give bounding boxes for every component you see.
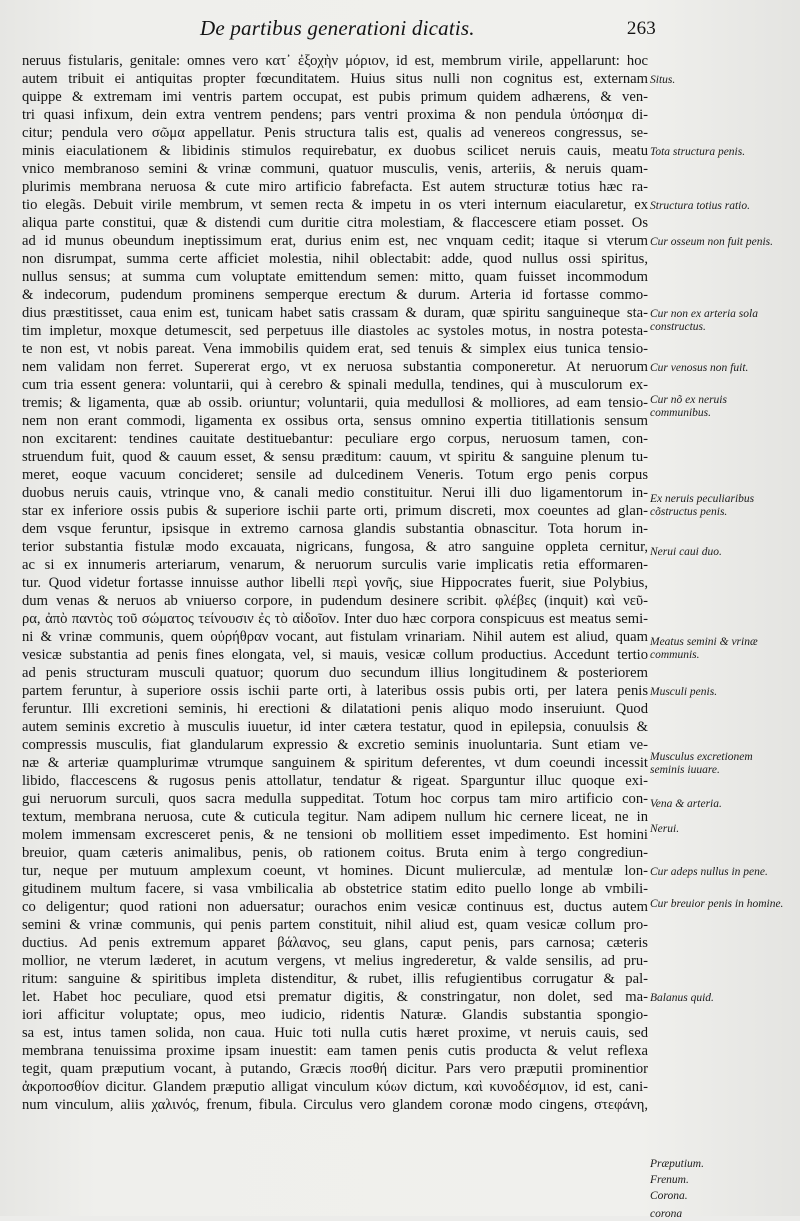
text-line: let. Habet hoc peculiare, quod etsi prematur digitis, & constringatur, non dolet, sed ma-: [22, 989, 648, 1005]
text-line: compressis musculis, fiat glandularum expressio & excretio seminis inuoluntaria. Sunt etiam ve-: [22, 737, 648, 753]
margin-note: Cur osseum non fuit penis.: [650, 236, 773, 248]
text-line: num vinculum, aliis χαλινός, frenum, fibula. Circulus vero glandem coronæ modo cingens, στεφάνη,: [22, 1097, 648, 1113]
text-line: tri quasi infixum, dein extra ventrem pendens; pars ventri proxima & non pendula ὑπόσημα di-: [22, 107, 648, 123]
text-line: ἀκροποσθίον dicitur. Glandem præputio alligat vinculum κύων dictum, καὶ κυνοδέσμιον, id est, cani-: [22, 1079, 648, 1095]
text-line: vesicæ substantia ad penis fines elongata, vel, si mauis, vesicæ collum productius. Accedunt tertio: [22, 647, 648, 663]
margin-note: Tota structura penis.: [650, 146, 746, 158]
margin-note: Corona.: [650, 1190, 688, 1202]
text-line: sa est, intus tamen solida, non caua. Huic toti nulla cutis hæret proxime, vt neruis cauis, sed: [22, 1025, 648, 1041]
text-line: non excitarent: tendines cauitate destituebantur: peculiare ergo corpus, neruosum tamen, con-: [22, 431, 648, 447]
margin-note: Meatus semini & vrinæ communis.: [650, 635, 758, 661]
text-line: molem immensam excresceret penis, & ne tensioni ob mollitiem esset impedimento. Est homini: [22, 827, 648, 843]
text-line: gui neruorum surculi, quos sacra medulla suppeditat. Totum hoc corpus tam miro artificio con-: [22, 791, 648, 807]
margin-note: corona: [650, 1208, 683, 1220]
margin-note: Musculus excretionem seminis iuuare.: [650, 750, 753, 776]
margin-note: Musculi penis.: [650, 686, 718, 698]
text-line: næ & arteriæ quamplurimæ vtrumque sanguinem & spiritum deferentes, vt dum coeundi incessit: [22, 755, 648, 771]
text-line: ρα, ἀπὸ παντὸς τοῦ σώματος τείνουσιν ἐς τὸ αἰδοῖον. Inter duo hæc corpora conspicuus est meatus semi-: [22, 611, 648, 627]
text-line: duobus neruis cauis, vtrinque vno, & canali medio constituitur. Nerui illi duo ligamentorum in-: [22, 485, 648, 501]
text-line: ac si ex innumeris arteriarum, venarum, & neruorum surculis varie implicatis retia efformaren-: [22, 557, 648, 573]
text-line: partem feruntur, à superiore ossis ischii parte orti, à lateribus ossis pubis orti, per latera penis: [22, 683, 648, 699]
margin-note: Nerui caui duo.: [650, 545, 722, 558]
main-text-column: [22, 52, 648, 1114]
text-line: plurimis membrana neruosa & cute miro artificio fabrefacta. Est autem structuræ totius hæc ra-: [22, 179, 648, 195]
margin-note: Balanus quid.: [650, 992, 714, 1004]
text-line: nullus sensus; at summa cum voluptate emittendum semen: mitto, quam fuisset incommodum: [22, 269, 648, 285]
text-line: dum venas & neruos ab vniuerso corpore, in pudendum desinere scribit. φλέβες (inquit) καὶ νεῦ-: [22, 593, 648, 609]
margin-note: Situs.: [650, 74, 676, 86]
margin-note: Structura totius ratio.: [650, 200, 750, 212]
text-line: dius præstitisset, caua enim est, tunicam habet satis crassam & duram, quæ spiritu sanguineque sta-: [22, 305, 648, 321]
running-header: [200, 16, 660, 46]
text-line: breuior, quam cæteris animalibus, penis, ob rationem coitus. Bruta enim à tergo congrediun-: [22, 845, 648, 861]
text-line: minis eiaculationem & libidinis stimulos requirebatur, ex duobus scilicet neruis cauis, meatu: [22, 143, 648, 159]
text-line: gitudinem multum facere, si vasa vmbilicalia ab obstetrice statim edito puello longe ab vmbili-: [22, 881, 648, 897]
text-line: semini & vrinæ communis, qui penis partem constituit, nihil aliud est, quam vesicæ collum pro-: [22, 917, 648, 933]
text-line: ni & vrinæ communis, quem οὐρήθραν vocant, aut fistulam vrinariam. Nihil autem est aliud, quam: [22, 629, 648, 645]
text-line: tegit, quam præputium vocant, à putando, Græcis ποσθή dicitur. Pars vero præputii prominentior: [22, 1061, 648, 1077]
margin-note: Nerui.: [650, 822, 680, 835]
text-line: ductius. Ad penis extremum apparet βάλανος, seu glans, caput penis, pars carnosa; cæteris: [22, 935, 648, 951]
text-line: iori afficitur voluptate; opus, meo iudicio, ridentis Naturæ. Glandis substantia spongio-: [22, 1007, 648, 1023]
text-line: & indecorum, pudendum prominens semperque erectum & durum. Arteria id fortasse commo-: [22, 287, 648, 303]
text-line: vnico membranoso semini & vrinæ communi, quatuor musculis, venis, arteriis, & neruis quam-: [22, 161, 648, 177]
text-line: aliqua parte constitui, quæ & distendi cum duritie citra molestiam, & flaccescere etiam posset. Os: [22, 215, 648, 231]
margin-note: Vena & arteria.: [650, 797, 722, 810]
text-line: citur; pendula vero σῶμα appellatur. Penis structura talis est, qualis ad venereos congressus, se-: [22, 125, 648, 141]
text-line: neruus fistularis, genitale: omnes vero κατ᾽ ἐξοχὴν μόριον, id est, membrum virile, appellarunt: hoc: [22, 53, 648, 69]
text-line: autem tribuit ei antiquitas propter fœcunditatem. Huius situs nulli non cognitus est, externam: [22, 71, 648, 87]
text-line: non disrumpat, summa certe afficiet molestia, nihil oblectabit: adde, quod nullus ossi spiritus,: [22, 251, 648, 267]
text-line: dem vsque feruntur, ipsisque in extremo carnosa glandis substantia obnascitur. Tota horum in-: [22, 521, 648, 537]
text-line: tremis; & ligamenta, quæ ab ossib. oriuntur; voluntarii, quia medullosi & molliores, ad eam tensio-: [22, 395, 648, 411]
text-line: te non est, vt nobis pareat. Vena immobilis quidem erat, sed tenuis & simplex eius tunica tensio-: [22, 341, 648, 357]
margin-note: Cur nõ ex neruis communibus.: [650, 394, 727, 420]
text-line: autem seminis excretio à musculis iuuetur, id inter cætera testatur, quod in epilepsia, conuulsis &: [22, 719, 648, 735]
text-line: quippe & extremam imi ventris partem occupat, est pubis primum quidem adhærens, & ven-: [22, 89, 648, 105]
margin-note: Cur breuior penis in homine.: [650, 898, 784, 911]
text-line: libido, flaccescens & rugosus penis attollatur, tendatur & rigeat. Sparguntur illuc quoque exi-: [22, 773, 648, 789]
text-line: ritum: sanguine & spiritibus impleta distenditur, & rubet, illis refugientibus corrugatur & pal-: [22, 971, 648, 987]
margin-note: Cur adeps nullus in pene.: [650, 866, 768, 878]
text-line: tur, neque per mutuum amplexum coeunt, vt homines. Dicunt mulierculæ, ad mentulæ lon-: [22, 863, 648, 879]
text-line: struendum fuit, quod & cauum esset, & sensu præditum: cauum, vt spiritu & sanguine plenum tu-: [22, 449, 648, 465]
text-line: cum tria essent genera: voluntarii, qui à cerebro & spinali medulla, tendines, qui à musculorum ex-: [22, 377, 648, 393]
text-line: tim impletur, moxque detumescit, sed perpetuus ille diastoles ac systoles motus, in nostra potesta-: [22, 323, 648, 339]
margin-note: Cur venosus non fuit.: [650, 362, 749, 374]
text-line: textum, membrana neruosa, cute & cuticula tegitur. Nam adipem nullum hic cernere liceat, ne in: [22, 809, 648, 825]
text-line: star ex inferiore ossis pubis & superiore ischii parte orti, primum discreti, mox coeuntes ad glan-: [22, 503, 648, 519]
text-line: meret, eoque vacuum concideret; sensile ad dulcedinem Veneris. Totum ergo penis corpus: [22, 467, 648, 483]
running-title: De partibus generationi dicatis.: [200, 16, 475, 40]
margin-note: Frenum.: [650, 1173, 689, 1186]
page-number: 263: [626, 18, 656, 39]
text-line: co deligentur; quod rationi non aduersatur; ourachos enim vesicæ continuus est, ductus autem: [22, 899, 648, 915]
text-line: feruntur. Illi excretioni seminis, hi erectioni & dilatationi penis aliquo modo inseruiunt. Quod: [22, 701, 648, 717]
margin-note: Præputium.: [650, 1157, 704, 1170]
text-line: tio elegãs. Debuit virile membrum, vt semen recta & impetu in os vteri internum eiacularetur, ex: [22, 197, 648, 213]
text-line: ad penis structuram musculi quatuor; quorum duo secundum illius longitudinem & posteriorem: [22, 665, 648, 681]
text-line: membrana tenuissima proxime ipsam inuestit: eam tamen penis cutis producta & velut reflexa: [22, 1043, 648, 1059]
margin-note: Ex neruis peculiaribus cõstructus penis.: [650, 493, 755, 519]
text-line: nem non erant commodi, ligamenta ex ossibus orta, sensus omnino expertia titillationis sensum: [22, 413, 648, 429]
text-line: mollior, ne vterum læderet, in acutum vergens, vt melius ingrederetur, & valde sensilis, ad pru-: [22, 953, 648, 969]
margin-note: Cur non ex arteria sola constructus.: [650, 308, 758, 333]
text-line: ad id munus obeundum ineptissimum erat, durius enim est, nec vnquam cedit; itaque si vterum: [22, 233, 648, 249]
text-line: tur. Quod videtur fortasse innuisse author libelli περὶ γονῆς, siue Hippocrates fuerit, siue Polybius,: [22, 575, 648, 591]
text-line: terior substantia fistulæ modo excauata, nigricans, fungosa, & atro sanguine oppleta cernitur,: [22, 539, 648, 555]
text-line: nem validam non ferret. Supererat ergo, vt ex neruosa substantia componeretur. At neruorum: [22, 359, 648, 375]
